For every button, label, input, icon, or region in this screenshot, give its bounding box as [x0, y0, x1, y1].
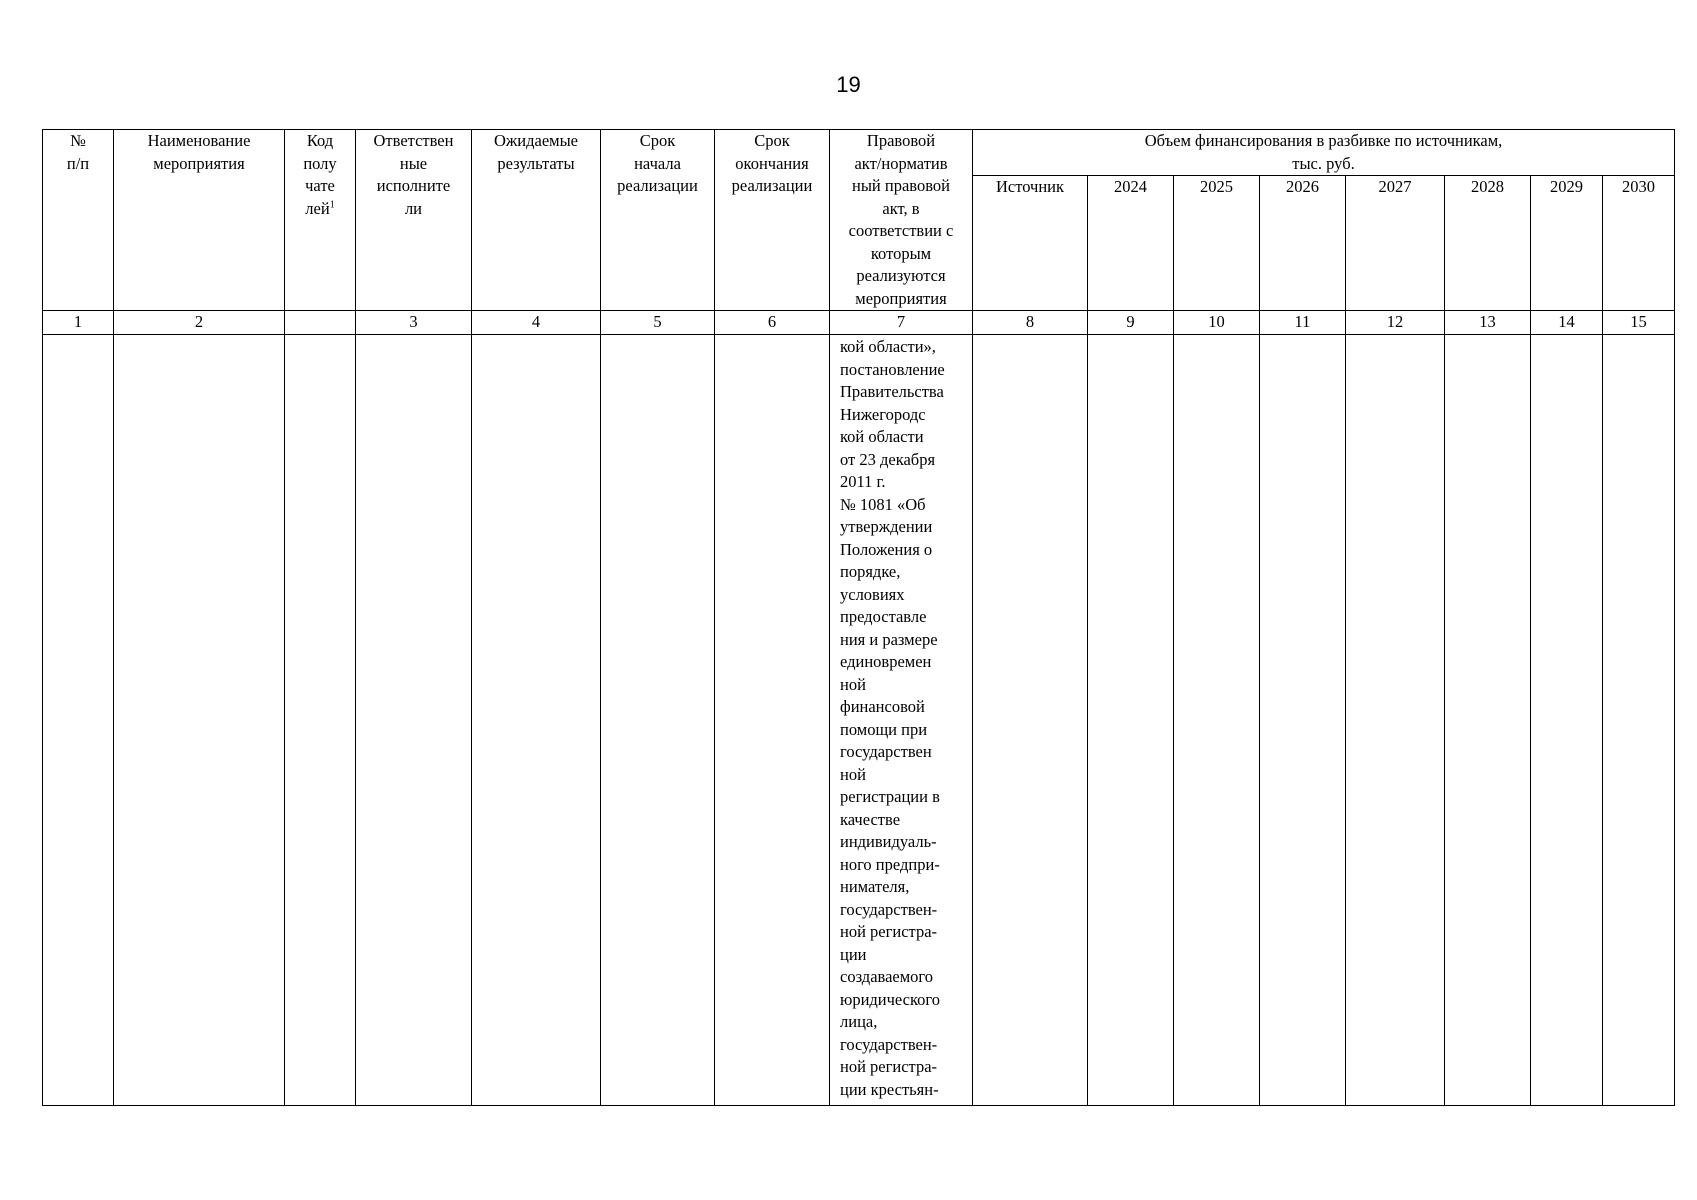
header-year: 2029: [1531, 176, 1603, 311]
header-legal-act: Правовой акт/норматив ный правовой акт, в соответствии с которым реализуются мероприятия: [830, 130, 973, 311]
column-number: 8: [973, 311, 1088, 335]
column-number: 7: [830, 311, 973, 335]
header-year: 2027: [1346, 176, 1445, 311]
cell-start-date: [601, 335, 715, 1106]
cell-end-date: [715, 335, 830, 1106]
column-number: 2: [114, 311, 285, 335]
column-number: 5: [601, 311, 715, 335]
cell-year-amount: [1088, 335, 1174, 1106]
header-year: 2025: [1174, 176, 1260, 311]
column-number: 15: [1603, 311, 1675, 335]
header-expected-results: Ожидаемые результаты: [472, 130, 601, 311]
cell-year-amount: [1445, 335, 1531, 1106]
column-number: 11: [1260, 311, 1346, 335]
column-number: 14: [1531, 311, 1603, 335]
header-source: Источник: [973, 176, 1088, 311]
header-recipient-code-text: Код полу чате лей: [303, 131, 337, 218]
column-number: 9: [1088, 311, 1174, 335]
column-number-row: [43, 311, 1675, 335]
header-year: 2028: [1445, 176, 1531, 311]
column-number: [285, 311, 356, 335]
cell-legal-act: кой области», постановление Правительства Нижегородс кой области от 23 декабря 2011 г. № 1081 «Об утверждении Положения о порядке, условиях предоставле ния и размере единовремен ной финансовой помощи при государствен ной регистрации в качестве индивидуаль- ного предпри- нимателя, государствен- ной регистра- ции создаваемого юридического лица, государствен- ной регистра- ции крестьян-: [830, 335, 973, 1106]
header-end-date: Срок окончания реализации: [715, 130, 830, 311]
cell-responsible: [356, 335, 472, 1106]
header-financing: Объем финансирования в разбивке по источникам, тыс. руб.: [973, 130, 1675, 176]
cell-year-amount: [1531, 335, 1603, 1106]
cell-expected-results: [472, 335, 601, 1106]
cell-year-amount: [1174, 335, 1260, 1106]
header-num: № п/п: [43, 130, 114, 311]
header-recipient-code: [285, 130, 356, 311]
header-year: 2030: [1603, 176, 1675, 311]
column-number: 13: [1445, 311, 1531, 335]
header-start-date: Срок начала реализации: [601, 130, 715, 311]
cell-year-amount: [1346, 335, 1445, 1106]
column-number: 6: [715, 311, 830, 335]
page-number: 19: [836, 72, 861, 97]
cell-activity-name: [114, 335, 285, 1106]
column-number: 10: [1174, 311, 1260, 335]
column-number: 4: [472, 311, 601, 335]
header-year: 2024: [1088, 176, 1174, 311]
cell-source: [973, 335, 1088, 1106]
cell-year-amount: [1603, 335, 1675, 1106]
column-number: 1: [43, 311, 114, 335]
cell-num: [43, 335, 114, 1106]
header-year: 2026: [1260, 176, 1346, 311]
footnote-marker: 1: [329, 199, 335, 210]
column-number: 3: [356, 311, 472, 335]
table-row: [43, 335, 1675, 1106]
column-number: 12: [1346, 311, 1445, 335]
header-responsible: Ответствен ные исполните ли: [356, 130, 472, 311]
header-activity-name: Наименование мероприятия: [114, 130, 285, 311]
cell-year-amount: [1260, 335, 1346, 1106]
cell-recipient-code: [285, 335, 356, 1106]
activities-table: [42, 129, 1675, 1106]
